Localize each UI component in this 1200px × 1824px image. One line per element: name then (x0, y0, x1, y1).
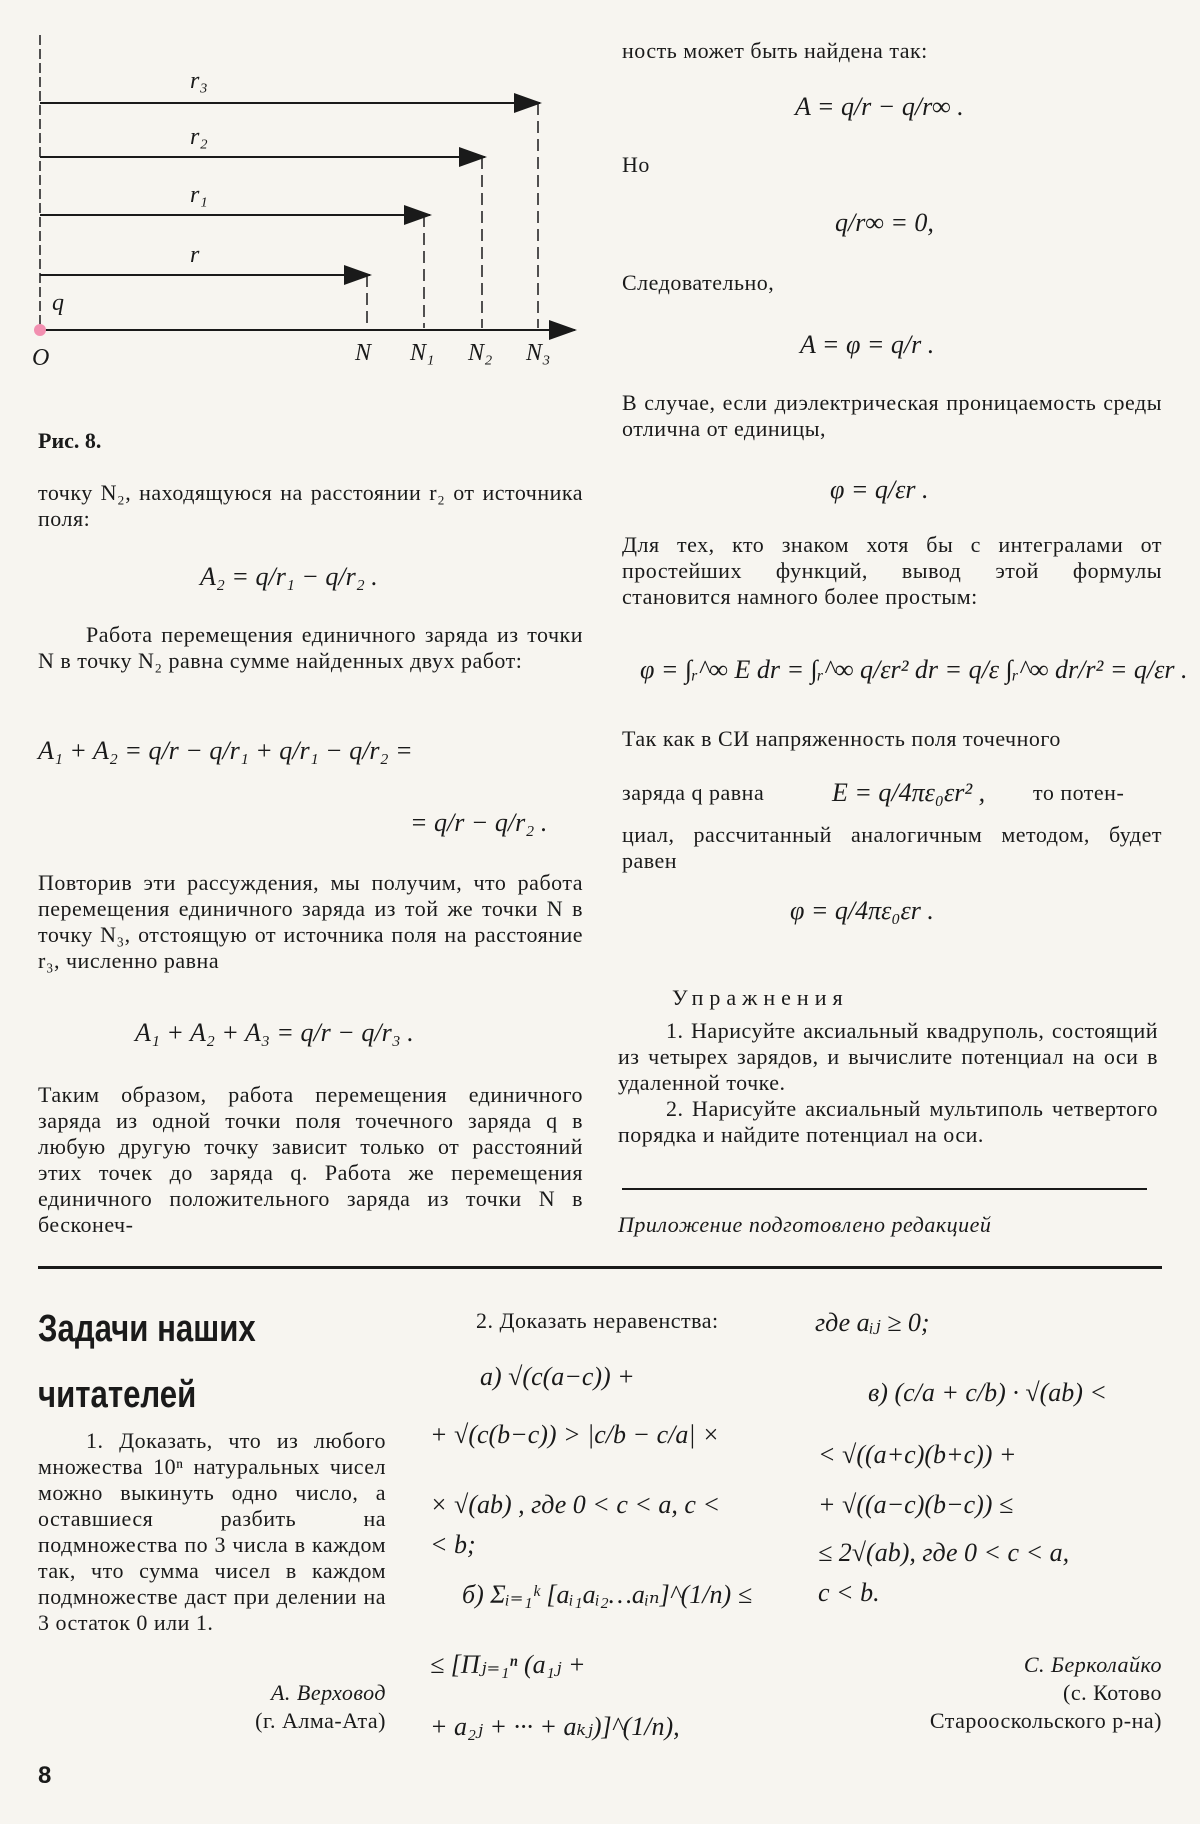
problem-2c-line5: c < b. (818, 1578, 880, 1607)
left-paragraph-2: Работа перемещения единичного заряда из точки N в точку N₂ равна сумме найденных двух работ: (38, 622, 583, 673)
left-paragraph-4: Таким образом, работа перемещения единичного заряда из одной точки поля точечного заряда q в любую другую точку зависит только от расстояний этих точек до заряда q. Работа же перемещения единичного положительного заряда из точки N в бесконеч- (38, 1082, 583, 1237)
credit-divider (622, 1188, 1147, 1190)
problem-2a-line2: + √(c(b−c)) > |c/b − c/a| × (430, 1420, 720, 1449)
label-r: r (190, 242, 200, 268)
right-paragraph-1: ность может быть найдена так: (622, 38, 928, 63)
right-paragraph-5: Для тех, кто знаком хотя бы с интегралами от простейших функций, вывод этой формулы становится намного более простым: (622, 532, 1162, 609)
formula-A-phi: A = φ = q/r . (800, 330, 935, 359)
problem-2b-line1: б) Σᵢ₌₁ᵏ [aᵢ₁aᵢ₂…aᵢₙ]^(1/n) ≤ (462, 1580, 752, 1609)
formula-phi-eps: φ = q/εr . (830, 475, 929, 504)
section-title-line2: читателей (38, 1374, 197, 1416)
credit-text: Приложение подготовлено редакцией (618, 1212, 992, 1237)
page-number: 8 (38, 1762, 52, 1789)
left-paragraph-1: точку N₂, находящуюся на расстоянии r₂ от источника поля: (38, 480, 583, 531)
charge-point-q (34, 324, 46, 336)
formula-A: A = q/r − q/r∞ . (795, 92, 964, 121)
label-N2: N₂ (468, 340, 493, 366)
formula-integral: φ = ∫ᵣ^∞ E dr = ∫ᵣ^∞ q/εr² dr = q/ε ∫ᵣ^∞ dr/r² = q/εr . (640, 655, 1188, 684)
label-N1: N₁ (410, 340, 435, 366)
problem-2c-line4: ≤ 2√(ab), где 0 < c < a, (818, 1538, 1070, 1567)
right-paragraph-3: Следовательно, (622, 270, 775, 295)
label-q: q (52, 290, 64, 316)
formula-A1-A2: A₁ + A₂ = q/r − q/r₁ + q/r₁ − q/r₂ = (38, 736, 413, 765)
label-r3: r₃ (190, 68, 208, 94)
problem-2-place-2: Старооскольского р-на) (929, 1708, 1162, 1733)
section-title-line1: Задачи наших (38, 1308, 256, 1350)
problem-2b-line3: + a₂ⱼ + ··· + aₖⱼ)]^(1/n), (430, 1712, 680, 1741)
formula-phi-SI: φ = q/4πε₀εr . (790, 896, 934, 925)
right-paragraph-7a: заряда q равна (622, 780, 765, 805)
figure-8-diagram (30, 30, 590, 380)
problem-1-author: А. Верховод (270, 1680, 386, 1705)
right-paragraph-7b: то потен- (1033, 780, 1125, 805)
label-O: O (32, 345, 50, 371)
problem-2c-line3: + √((a−c)(b−c)) ≤ (818, 1490, 1014, 1519)
problem-2b-condition: где aᵢⱼ ≥ 0; (815, 1308, 930, 1337)
right-paragraph-4: В случае, если диэлектрическая проницаемость среды отлична от единицы, (622, 390, 1162, 441)
problem-2a-line4: < b; (430, 1530, 476, 1559)
problem-2-place-1: (с. Котово (1063, 1680, 1162, 1705)
left-paragraph-3: Повторив эти рассуждения, мы получим, что работа перемещения единичного заряда из той же точки N в точку N₃, отстоящую от источника поля на расстояние r₃, численно равна (38, 870, 583, 973)
exercise-2: 2. Нарисуйте аксиальный мультиполь четвертого порядка и найдите потенциал на оси. (618, 1096, 1158, 1147)
problem-2c-line2: < √((a+c)(b+c)) + (818, 1440, 1017, 1469)
label-N3: N₃ (526, 340, 551, 366)
problem-2a-line1: а) √(c(a−c)) + (480, 1362, 635, 1391)
formula-q-rinf: q/r∞ = 0, (835, 208, 934, 237)
formula-E: E = q/4πε₀εr² , (832, 778, 986, 807)
right-paragraph-2: Но (622, 152, 650, 177)
formula-A1-A2-A3: A₁ + A₂ + A₃ = q/r − q/r₃ . (135, 1018, 414, 1047)
problem-2-author: С. Берколайко (1023, 1652, 1162, 1677)
label-r1: r₁ (190, 182, 208, 208)
label-N: N (355, 340, 372, 366)
formula-A1-A2-cont: = q/r − q/r₂ . (410, 808, 548, 837)
right-paragraph-8: циал, рассчитанный аналогичным методом, будет равен (622, 822, 1162, 873)
formula-A2: A₂ = q/r₁ − q/r₂ . (200, 562, 378, 591)
problem-2c-line1: в) (c/a + c/b) · √(ab) < (868, 1378, 1107, 1407)
problem-2-text: 2. Доказать неравенства: (476, 1308, 719, 1333)
figure-caption: Рис. 8. (38, 428, 102, 453)
right-paragraph-6: Так как в СИ напряженность поля точечного (622, 726, 1061, 751)
problem-1-text: 1. Доказать, что из любого множества 10ⁿ натуральных чисел можно выкинуть одно число, а оставшиеся разбить на подмножества по 3 числа в каждом так, что сумма чисел в каждом подмножестве даст при делении на 3 остаток 0 или 1. (38, 1428, 386, 1635)
problem-2a-line3: × √(ab) , где 0 < c < a, c < (430, 1490, 720, 1519)
problem-1-place: (г. Алма-Ата) (255, 1708, 386, 1733)
exercises-title: Упражнения (672, 985, 849, 1010)
label-r2: r₂ (190, 124, 208, 150)
exercise-1: 1. Нарисуйте аксиальный квадруполь, состоящий из четырех зарядов, и вычислите потенциал на оси в удаленной точке. (618, 1018, 1158, 1095)
problem-2b-line2: ≤ [Πⱼ₌₁ⁿ (a₁ⱼ + (430, 1650, 586, 1679)
section-divider (38, 1266, 1162, 1269)
